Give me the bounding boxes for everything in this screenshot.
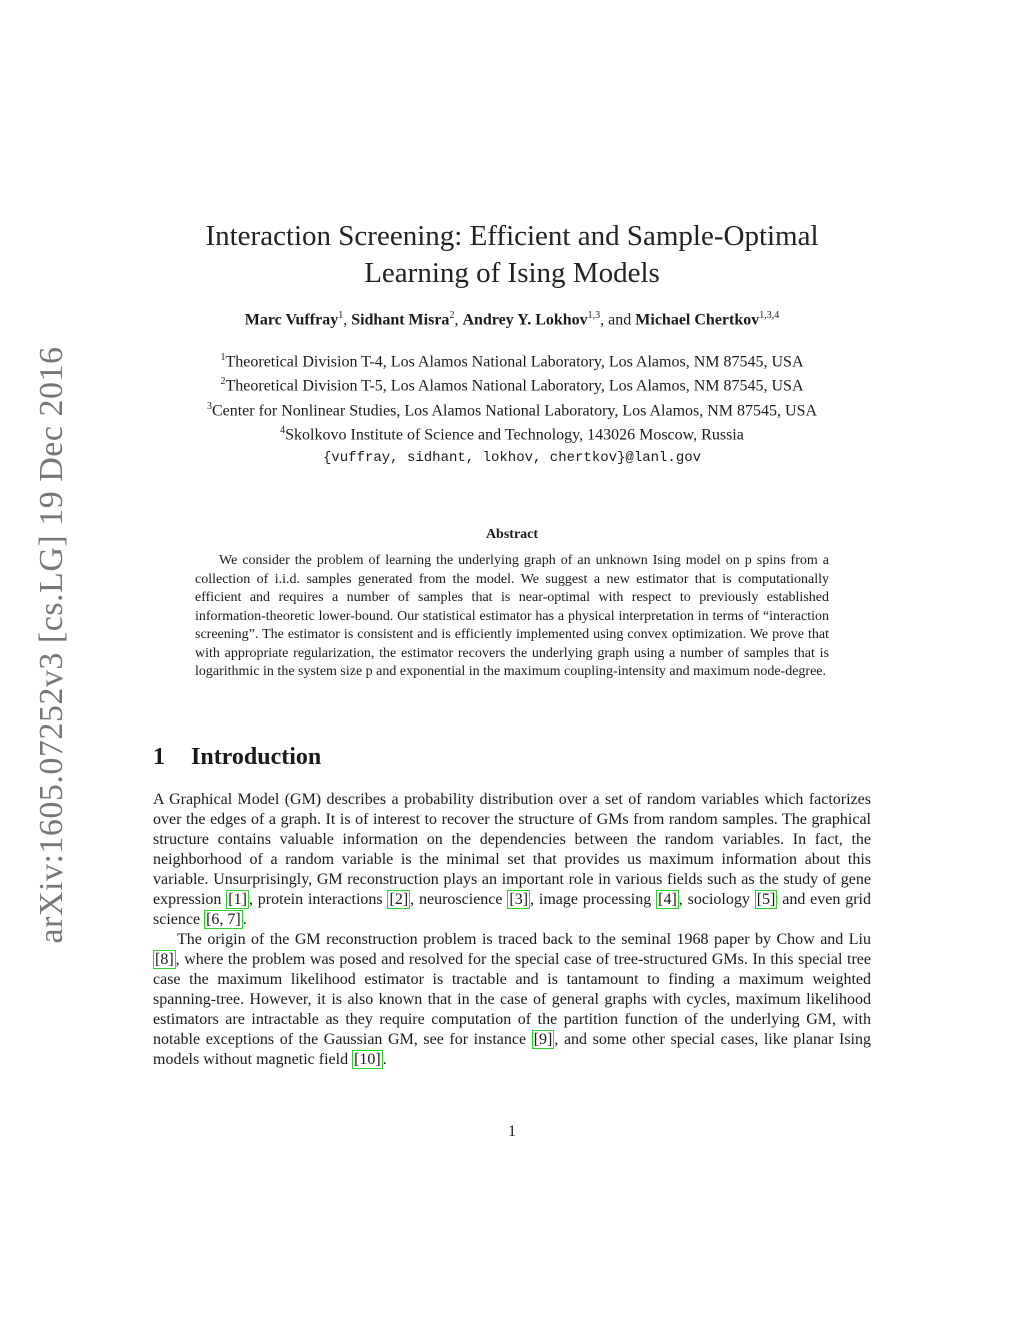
author-name: Marc Vuffray	[244, 311, 339, 329]
affiliation	[150, 372, 874, 396]
author-name: Andrey Y. Lokhov	[462, 311, 588, 329]
citation-link[interactable]: [1]	[228, 891, 247, 908]
paper-title	[150, 218, 874, 292]
paragraph-text: The origin of the GM reconstruction problem is traced back to the seminal 1968 paper by Chow and Liu	[177, 931, 871, 948]
author-name: Sidhant Misra	[351, 311, 450, 329]
affiliation-text: Center for Nonlinear Studies, Los Alamos National Laboratory, Los Alamos, NM 87545, USA	[211, 401, 818, 419]
author-sup: 2	[449, 310, 455, 321]
affiliation-text: Theoretical Division T-5, Los Alamos National Laboratory, Los Alamos, NM 87545, USA	[225, 377, 804, 395]
citation-link[interactable]: [10]	[354, 1051, 381, 1068]
paragraph-text: , neuroscience	[410, 891, 508, 908]
author-sup: 1	[338, 310, 344, 321]
citation-link[interactable]: [3]	[509, 891, 529, 908]
affiliation-sup: 2	[220, 376, 226, 388]
paragraph-text: .	[382, 1051, 387, 1068]
author-conjunction: and	[608, 311, 632, 329]
citation-link[interactable]: [2]	[389, 891, 409, 908]
citation-link[interactable]: [8]	[155, 951, 174, 968]
citation-link[interactable]: [6, 7]	[206, 911, 241, 928]
author-sup: 1,3	[587, 310, 601, 321]
citation-link[interactable]: [4]	[658, 891, 677, 908]
paragraph-text: , sociology	[678, 891, 755, 908]
affiliation-text: Skolkovo Institute of Science and Technology, 143026 Moscow, Russia	[285, 426, 744, 444]
paragraph-text: , image processing	[530, 891, 657, 908]
paragraph-text: .	[242, 911, 247, 928]
author-sup: 1,3,4	[759, 310, 780, 321]
paragraph-text: , where the problem was posed and resolved for the special case of tree-structured GMs. In this special tree case the maximum likelihood estimator is tractable and is tantamount to finding a maximum weighted spanning-tree. However, it is also known that in the case of general graphs with cycles, maximum likelihood estimators are intractable as they require computation of the partition function of the underlying GM, with notable exceptions of the Gaussian GM, see for instance	[153, 951, 871, 1048]
author-list: Marc Vuffray$^1$, Sidhant Misra$^2$, Andrey Y. Lokhov$^{1,3}$, and Michael Chertkov$^{1,3,4}$	[244, 310, 780, 329]
citation-link[interactable]: [5]	[756, 891, 776, 908]
title-line-1: Interaction Screening: Efficient and Sample-Optimal	[205, 220, 819, 252]
affiliation	[150, 421, 874, 445]
section-number: 1	[153, 744, 165, 770]
author-name: Michael Chertkov	[635, 311, 760, 329]
arxiv-sidebar	[22, 346, 82, 944]
affiliations	[150, 348, 874, 445]
intro-paragraph-2	[153, 930, 871, 1070]
affiliation	[150, 348, 874, 372]
arxiv-identifier: arXiv:1605.07252v3 [cs.LG] 19 Dec 2016	[33, 346, 70, 944]
affiliation-text: Theoretical Division T-4, Los Alamos National Laboratory, Los Alamos, NM 87545, USA	[225, 353, 804, 371]
affiliation-sup: 4	[280, 424, 286, 436]
affiliation	[150, 397, 874, 421]
section-title: Introduction	[191, 744, 322, 770]
title-line-2: Learning of Ising Models	[364, 257, 660, 289]
affiliation-sup: 3	[206, 400, 212, 412]
page-number: 1	[508, 1123, 516, 1140]
abstract-heading: Abstract	[485, 527, 539, 542]
paragraph-text: and even grid science	[153, 891, 872, 928]
section-heading	[153, 744, 321, 771]
author-emails: {vuffray, sidhant, lokhov, chertkov}@lanl.gov	[322, 450, 702, 466]
paragraph-text: , and some other special cases, like planar Ising models without magnetic field	[153, 1031, 871, 1068]
citation-link[interactable]: [9]	[533, 1031, 553, 1048]
paragraph-text: A Graphical Model (GM) describes a probability distribution over a set of random variables which factorizes over the edges of a graph. It is of interest to recover the structure of GMs from random samples. The graphical structure contains valuable information on the dependencies between the random variables. In fact, the neighborhood of a random variable is the minimal set that provides us maximum information about this variable. Unsurprisingly, GM reconstruction plays an important role in various fields such as the study of gene expression	[153, 791, 871, 908]
affiliation-sup: 1	[220, 352, 226, 363]
abstract-text: We consider the problem of learning the underlying graph of an unknown Ising model on p spins from a collection of i.i.d. samples generated from the model. We suggest a new estimator that is computationally efficient and requires a number of samples that is near-optimal with respect to previously established information-theoretic lower-bound. Our statistical estimator has a physical interpretation in terms of “interaction screening”. The estimator is consistent and is efficiently implemented using convex optimization. We prove that with appropriate regularization, the estimator recovers the underlying graph using a number of samples that is logarithmic in the system size p and exponential in the maximum coupling-intensity and maximum node-degree.	[195, 553, 829, 679]
intro-paragraph-1	[153, 790, 871, 930]
paragraph-text: , protein interactions	[248, 891, 388, 908]
